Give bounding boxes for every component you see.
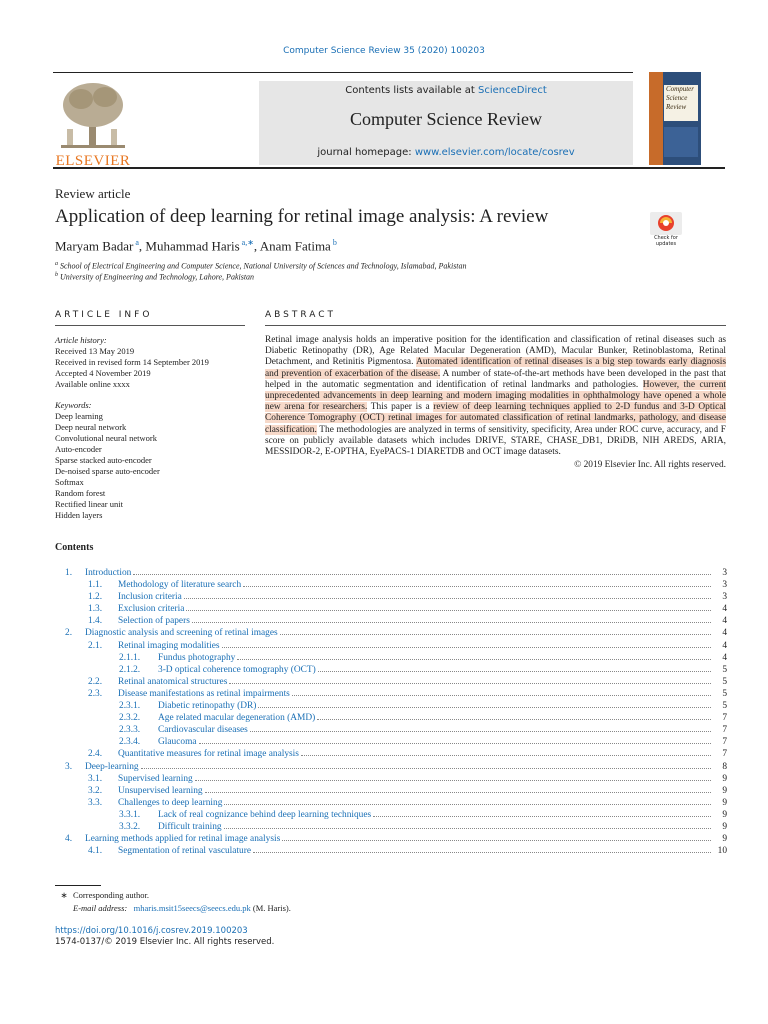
corresponding-author-note <box>55 890 149 901</box>
email-label: E-mail address: <box>73 903 128 913</box>
article-info-rule <box>55 325 245 326</box>
toc-entry-title[interactable]: Selection of papers <box>118 616 190 627</box>
cover-title-line: Science <box>666 94 688 102</box>
toc-entry-page: 7 <box>722 737 727 748</box>
toc-entry-page: 7 <box>722 749 727 760</box>
abstract-highlight[interactable]: However, the current unprecedented advancements in deep learning and modern imaging modalities in ophthalmology have opened a whole new arena for researchers. <box>265 379 726 413</box>
abstract-text: This paper is a <box>367 402 434 413</box>
toc-leader-dots <box>133 574 711 575</box>
journal-homepage <box>259 147 633 158</box>
toc-leader-dots <box>318 671 711 672</box>
contents-prefix: Contents lists available at <box>345 85 479 96</box>
toc-entry-number[interactable]: 3.3. <box>88 797 103 808</box>
author-affiliation-marker[interactable]: b <box>332 238 337 247</box>
toc-entry-number[interactable]: 2.4. <box>88 749 103 760</box>
toc-entry-title[interactable]: Segmentation of retinal vasculature <box>118 846 252 857</box>
abstract-rule <box>265 325 726 326</box>
toc-entry[interactable] <box>55 833 727 845</box>
keyword: Deep learning <box>55 411 103 421</box>
history-item: Accepted 4 November 2019 <box>55 368 151 378</box>
toc-entry-page: 5 <box>722 688 727 699</box>
abstract-text: A number of state-of-the-art methods have been developed in the past that helped in the automatic segmentation and identification of retinal landmarks and pathologies. <box>265 368 726 390</box>
toc-entry-number[interactable]: 3.2. <box>88 785 103 796</box>
toc-entry-number[interactable]: 3.3.2. <box>119 821 141 832</box>
toc-entry-page: 5 <box>722 664 727 675</box>
toc-entry-number[interactable]: 2.3.2. <box>119 713 141 724</box>
email-suffix: (M. Haris). <box>250 903 291 913</box>
abstract-text: The methodologies are analyzed in terms of sensitivity, specificity, Area under ROC curve, accuracy, and F score on publicly available datasets which includes DRIVE, STARE, CHASE_DB1, DRiDB, NIH AREDS, ARIA, MESSIDOR-2, E-OPTHA, EyePACS-1 DIARETDB and OCT image datasets. <box>265 424 726 458</box>
toc-leader-dots <box>186 610 711 611</box>
toc-entry[interactable] <box>55 748 727 760</box>
toc-entry-number[interactable]: 2.3.1. <box>119 701 141 712</box>
toc-entry[interactable] <box>55 761 727 773</box>
article-info-heading: ARTICLE INFO <box>55 310 153 320</box>
toc-entry-page: 7 <box>722 725 727 736</box>
badge-text: Check for updates <box>654 235 678 247</box>
journal-banner <box>53 72 633 169</box>
publisher-logo-text: ELSEVIER <box>55 153 131 169</box>
toc-entry[interactable] <box>55 615 727 627</box>
elsevier-tree-logo-icon <box>53 79 133 167</box>
cover-title <box>664 85 698 121</box>
history-item: Available online xxxx <box>55 379 130 389</box>
toc-leader-dots <box>224 804 711 805</box>
toc-entry-number[interactable]: 1.4. <box>88 616 103 627</box>
toc-entry-title[interactable]: 3-D optical coherence tomography (OCT) <box>158 664 316 675</box>
toc-entry[interactable] <box>55 773 727 785</box>
journal-title: Computer Science Review <box>350 109 542 129</box>
abstract-text: Retinal image analysis holds an imperative position for the identification and classification of retinal diseases such as Diabetic Retinopathy (DR), Age Related Macular Degeneration (AMD), Macular Bunker, Retinoblastoma, Retinal Detachment, and Retinitis Pigmentosa. <box>265 335 726 368</box>
keyword: Sparse stacked auto-encoder <box>55 455 152 465</box>
toc-entry[interactable] <box>55 652 727 664</box>
toc-leader-dots <box>243 586 711 587</box>
toc-entry-title[interactable]: Retinal anatomical structures <box>118 676 228 687</box>
toc-entry[interactable] <box>55 664 727 676</box>
author-list: Maryam Badar $^a$, Muhammad Haris $^{a,∗}$, Anam Fatima $^b$ <box>55 238 337 254</box>
toc-entry[interactable] <box>55 724 727 736</box>
toc-entry-page: 9 <box>722 797 727 808</box>
toc-entry-number[interactable]: 2. <box>65 628 73 639</box>
toc-entry-title[interactable]: Unsupervised learning <box>118 785 203 796</box>
toc-entry-title[interactable]: Quantitative measures for retinal image analysis <box>118 749 299 760</box>
toc-entry-title[interactable]: Challenges to deep learning <box>118 797 223 808</box>
homepage-prefix: journal homepage: <box>317 147 415 158</box>
keyword: Rectified linear unit <box>55 499 123 509</box>
banner-box <box>259 81 633 165</box>
toc-entry-title[interactable]: Diagnostic analysis and screening of retinal images <box>85 628 278 639</box>
toc-entry[interactable] <box>55 579 727 591</box>
article-history <box>55 335 209 390</box>
affiliation-text: School of Electrical Engineering and Computer Science, National University of Sciences and Technology, Islamabad, Pakistan <box>60 261 467 271</box>
cover-title-line: Computer <box>666 85 694 93</box>
toc-entry-number[interactable]: 1.2. <box>88 592 103 603</box>
affiliation-marker: b <box>55 272 58 278</box>
toc-entry-page: 9 <box>722 809 727 820</box>
table-of-contents <box>55 567 727 857</box>
toc-entry-page: 10 <box>717 846 727 857</box>
toc-entry-title[interactable]: Supervised learning <box>118 773 193 784</box>
toc-entry-page: 4 <box>722 652 727 663</box>
author-affiliation-marker[interactable]: a <box>135 238 139 247</box>
toc-entry[interactable] <box>55 640 727 652</box>
toc-entry[interactable] <box>55 821 727 833</box>
history-item: Received in revised form 14 September 2019 <box>55 357 209 367</box>
toc-entry[interactable] <box>55 627 727 639</box>
toc-entry-page: 3 <box>722 580 727 591</box>
toc-entry-page: 7 <box>722 713 727 724</box>
toc-entry[interactable] <box>55 712 727 724</box>
toc-leader-dots <box>280 634 711 635</box>
toc-entry-page: 9 <box>722 821 727 832</box>
toc-entry-title[interactable]: Cardiovascular diseases <box>158 725 248 736</box>
article-title: Application of deep learning for retinal image analysis: A review <box>55 206 549 227</box>
affiliation-text: University of Engineering and Technology, Lahore, Pakistan <box>60 272 255 282</box>
toc-leader-dots <box>282 840 711 841</box>
toc-entry-number[interactable]: 3. <box>65 761 73 772</box>
affiliation-b <box>55 272 254 282</box>
toc-entry-number[interactable]: 1.1. <box>88 580 103 591</box>
toc-entry-title[interactable]: Learning methods applied for retinal image analysis <box>85 834 281 845</box>
toc-entry-number[interactable]: 4.1. <box>88 846 103 857</box>
abstract-heading: ABSTRACT <box>265 310 337 320</box>
toc-entry[interactable] <box>55 603 727 615</box>
issn-copyright: 1574-0137/© 2019 Elsevier Inc. All rights reserved. <box>55 937 275 947</box>
toc-entry[interactable] <box>55 676 727 688</box>
affiliation-a <box>55 261 467 271</box>
toc-leader-dots <box>258 707 711 708</box>
toc-leader-dots <box>301 755 711 756</box>
toc-entry-title[interactable]: Disease manifestations as retinal impairments <box>118 688 290 699</box>
toc-leader-dots <box>253 852 711 853</box>
toc-entry-page: 5 <box>722 701 727 712</box>
toc-leader-dots <box>192 622 711 623</box>
toc-entry[interactable] <box>55 797 727 809</box>
toc-leader-dots <box>292 695 711 696</box>
toc-entry-page: 4 <box>722 616 727 627</box>
toc-leader-dots <box>205 792 711 793</box>
check-for-updates-badge[interactable] <box>646 212 686 248</box>
toc-entry-page: 9 <box>722 834 727 845</box>
toc-leader-dots <box>199 743 711 744</box>
toc-leader-dots <box>317 719 711 720</box>
toc-entry-number[interactable]: 2.3. <box>88 688 103 699</box>
toc-entry-page: 4 <box>722 604 727 615</box>
toc-entry-number[interactable]: 1.3. <box>88 604 103 615</box>
toc-entry-number[interactable]: 2.1. <box>88 640 103 651</box>
corresponding-author-text: Corresponding author. <box>73 890 150 900</box>
abstract-copyright: © 2019 Elsevier Inc. All rights reserved. <box>574 460 726 471</box>
toc-entry-title[interactable]: Difficult training <box>158 821 222 832</box>
toc-entry-title[interactable]: Lack of real cognizance behind deep learning techniques <box>158 809 372 820</box>
toc-entry[interactable] <box>55 567 727 579</box>
toc-entry-title[interactable]: Diabetic retinopathy (DR) <box>158 701 257 712</box>
toc-leader-dots <box>141 768 711 769</box>
abstract-highlight[interactable]: review of deep learning techniques applied to 2-D fundus and 3-D Optical Coherence Tomography (OCT) retinal images for automated classification of retinal landmarks, pathology, and disease classification. <box>265 402 727 435</box>
toc-entry-page: 8 <box>722 761 727 772</box>
author-name[interactable]: Maryam Badar <box>55 238 134 254</box>
keyword: Convolutional neural network <box>55 433 157 443</box>
author-name[interactable]: Anam Fatima <box>259 238 331 254</box>
toc-entry[interactable] <box>55 700 727 712</box>
toc-entry-page: 3 <box>722 568 727 578</box>
toc-entry[interactable] <box>55 591 727 603</box>
toc-entry-number[interactable]: 3.3.1. <box>119 809 141 820</box>
email-note <box>73 903 291 914</box>
cover-title-line: Review <box>666 103 687 111</box>
toc-entry-number[interactable]: 2.3.3. <box>119 725 141 736</box>
keyword: Random forest <box>55 488 106 498</box>
toc-entry-title[interactable]: Fundus photography <box>158 652 236 663</box>
toc-entry[interactable] <box>55 688 727 700</box>
toc-entry-title[interactable]: Methodology of literature search <box>118 580 242 591</box>
toc-entry-page: 9 <box>722 773 727 784</box>
toc-entry-title[interactable]: Deep-learning <box>85 761 139 772</box>
check-for-updates-icon <box>646 212 686 236</box>
toc-entry-page: 9 <box>722 785 727 796</box>
journal-cover-thumbnail[interactable] <box>649 72 701 165</box>
toc-entry-number[interactable]: 2.2. <box>88 676 103 687</box>
affiliation-marker: a <box>55 261 58 267</box>
toc-entry-number[interactable]: 2.1.2. <box>119 664 141 675</box>
email-link[interactable]: mharis.msit15seecs@seecs.edu.pk <box>133 903 251 913</box>
keyword: Deep neural network <box>55 422 127 432</box>
abstract-highlight[interactable]: Automated identification of retinal diseases is a big step towards early diagnosis and prevention of exacerbation of the disease. <box>265 357 726 379</box>
contents-title: Contents <box>55 542 94 553</box>
toc-entry-title[interactable]: Exclusion criteria <box>118 604 185 615</box>
footnote-marker: ∗ <box>60 890 68 900</box>
toc-entry[interactable] <box>55 845 727 857</box>
history-item: Received 13 May 2019 <box>55 346 135 356</box>
keyword: Softmax <box>55 477 84 487</box>
contents-line <box>259 85 633 96</box>
history-label: Article history: <box>55 335 107 345</box>
toc-leader-dots <box>184 598 711 599</box>
toc-entry[interactable] <box>55 809 727 821</box>
toc-leader-dots <box>373 816 711 817</box>
toc-entry-title[interactable]: Retinal imaging modalities <box>118 640 220 651</box>
toc-entry-number[interactable]: 2.3.4. <box>119 737 141 748</box>
toc-entry-number[interactable]: 3.1. <box>88 773 103 784</box>
toc-entry[interactable] <box>55 736 727 748</box>
keywords <box>55 400 160 521</box>
toc-entry-page: 4 <box>722 628 727 639</box>
author-name[interactable]: Muhammad Haris <box>145 238 240 254</box>
header-rule <box>53 167 725 169</box>
toc-entry-number[interactable]: 1. <box>65 568 73 578</box>
toc-entry-title[interactable]: Inclusion criteria <box>118 592 182 603</box>
toc-entry-page: 3 <box>722 592 727 603</box>
toc-leader-dots <box>237 659 711 660</box>
keyword: De-noised sparse auto-encoder <box>55 466 160 476</box>
article-type: Review article <box>55 186 131 201</box>
toc-leader-dots <box>195 780 711 781</box>
toc-leader-dots <box>250 731 711 732</box>
toc-entry-page: 5 <box>722 676 727 687</box>
keyword: Hidden layers <box>55 510 103 520</box>
toc-entry[interactable] <box>55 785 727 797</box>
keyword: Auto-encoder <box>55 444 102 454</box>
toc-entry-number[interactable]: 4. <box>65 834 73 845</box>
doi-link[interactable]: https://doi.org/10.1016/j.cosrev.2019.100203 <box>55 926 248 936</box>
toc-entry-title[interactable]: Glaucoma <box>158 737 197 748</box>
sciencedirect-link[interactable]: ScienceDirect <box>478 85 547 96</box>
toc-leader-dots <box>222 647 711 648</box>
keywords-label: Keywords: <box>55 400 92 410</box>
toc-leader-dots <box>229 683 711 684</box>
toc-entry-title[interactable]: Age related macular degeneration (AMD) <box>158 713 316 724</box>
toc-entry-title[interactable]: Introduction <box>85 568 132 578</box>
toc-entry-page: 4 <box>722 640 727 651</box>
toc-leader-dots <box>224 828 711 829</box>
toc-entry-number[interactable]: 2.1.1. <box>119 652 141 663</box>
abstract-body <box>265 335 726 471</box>
homepage-link[interactable]: www.elsevier.com/locate/cosrev <box>414 147 575 158</box>
footnote-rule <box>55 885 101 886</box>
author-affiliation-marker[interactable]: a,∗ <box>241 238 254 247</box>
journal-reference[interactable]: Computer Science Review 35 (2020) 100203 <box>283 46 485 56</box>
